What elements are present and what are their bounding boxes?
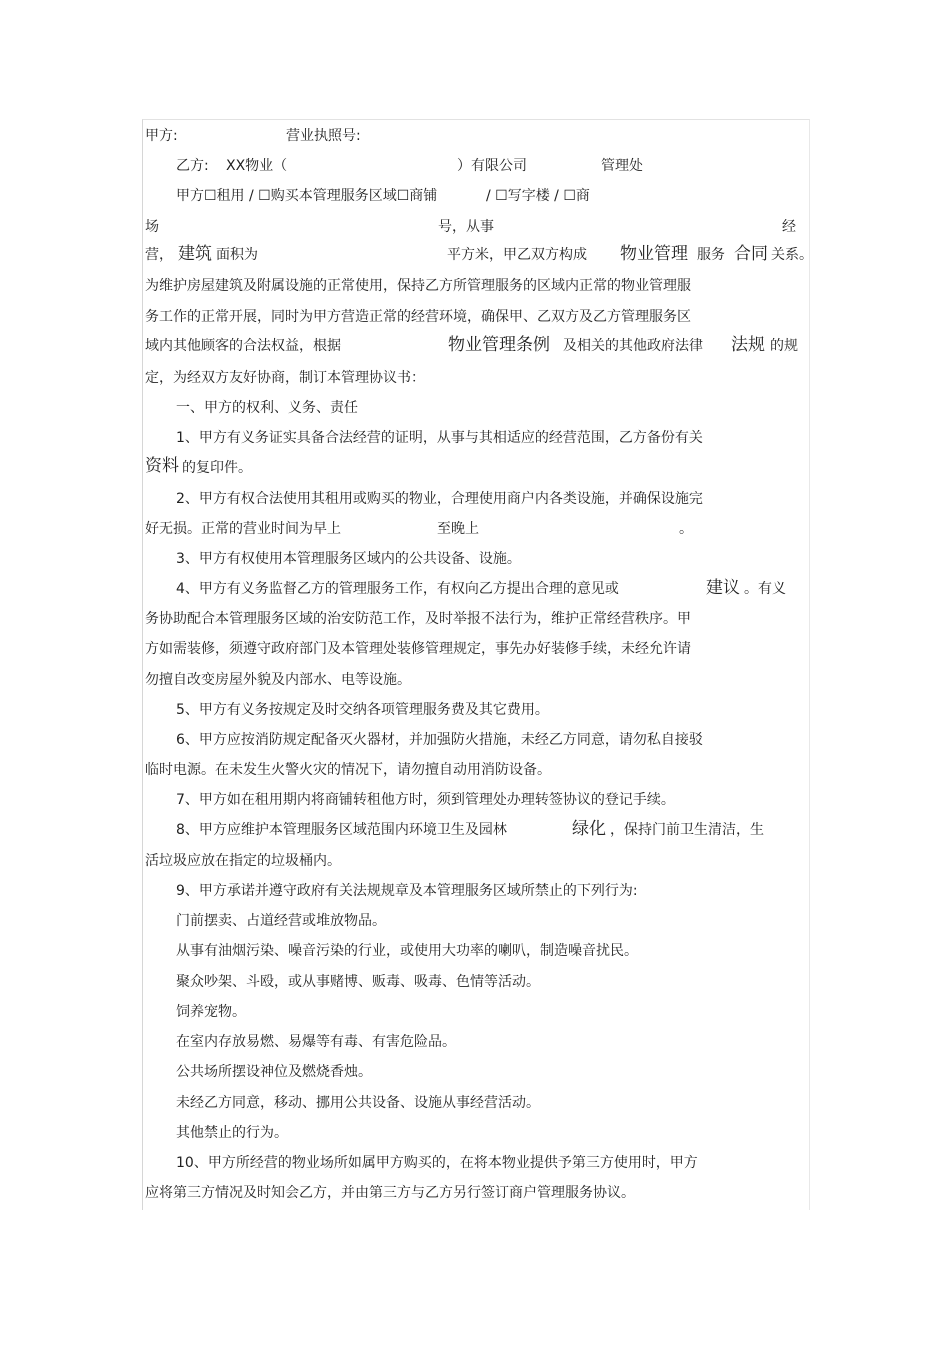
ban-item-1: 门前摆卖、占道经营或堆放物品。: [176, 913, 386, 929]
term-greening: 绿化: [572, 819, 606, 839]
license-label: 营业执照号:: [286, 128, 361, 144]
ban-item-5: 在室内存放易燃、易爆等有毒、有害危险品。: [176, 1034, 456, 1050]
party-b-office: 管理处: [601, 158, 643, 174]
item-4-line-4: 勿擅自改变房屋外貌及内部水、电等设施。: [145, 672, 411, 688]
item-2-line-2c: 。: [679, 521, 693, 537]
item-10-line-1: 10、甲方所经营的物业场所如属甲方购买的，在将本物业提供予第三方使用时，甲方: [176, 1155, 698, 1171]
item-4-line-1a: 4、甲方有义务监督乙方的管理服务工作，有权向乙方提出合理的意见或: [176, 581, 619, 597]
intro-line-3c: 面积为: [216, 247, 258, 263]
ban-item-2: 从事有油烟污染、噪音污染的行业，或使用大功率的喇叭，制造噪音扰民。: [176, 943, 638, 959]
item-8-line-1a: 8、甲方应维护本管理服务区域范围内环境卫生及园林: [176, 822, 507, 838]
item-4-line-2: 务协助配合本管理服务区域的治安防范工作，及时举报不法行为，维护正常经营秩序。甲: [145, 611, 691, 627]
ban-item-6: 公共场所摆设神位及燃烧香烛。: [176, 1064, 372, 1080]
intro-line-1b: / ☐写字楼 / ☐商: [486, 188, 590, 204]
intro-line-2b: 号，从事: [438, 219, 494, 235]
item-4-line-3: 方如需装修，须遵守政府部门及本管理处装修管理规定，事先办好装修手续，未经允许请: [145, 641, 691, 657]
item-5: 5、甲方有义务按规定及时交纳各项管理服务费及其它费用。: [176, 702, 549, 718]
item-7: 7、甲方如在租用期内将商铺转租他方时，须到管理处办理转签协议的登记手续。: [176, 792, 675, 808]
party-b-label: 乙方:: [176, 158, 209, 174]
item-2-line-2b: 至晚上: [437, 521, 479, 537]
ban-item-7: 未经乙方同意，移动、挪用公共设备、设施从事经营活动。: [176, 1095, 540, 1111]
purpose-line-2: 务工作的正常开展，同时为甲方营造正常的经营环境，确保甲、乙双方及乙方管理服务区: [145, 309, 691, 325]
item-2-line-1: 2、甲方有权合法使用其租用或购买的物业，合理使用商户内各类设施，并确保设施完: [176, 491, 703, 507]
term-materials: 资料: [145, 456, 179, 476]
party-a-label: 甲方:: [145, 128, 178, 144]
item-6-line-1: 6、甲方应按消防规定配备灭火器材，并加强防火措施，未经乙方同意，请勿私自接驳: [176, 732, 703, 748]
item-6-line-2: 临时电源。在未发生火警火灾的情况下，请勿擅自动用消防设备。: [145, 762, 551, 778]
item-2-line-2a: 好无损。正常的营业时间为早上: [145, 521, 341, 537]
purpose-line-1: 为维护房屋建筑及附属设施的正常使用，保持乙方所管理服务的区域内正常的物业管理服: [145, 278, 691, 294]
intro-term-building: 建筑: [178, 244, 212, 264]
item-1-line-1: 1、甲方有义务证实具备合法经营的证明，从事与其相适应的经营范围，乙方备份有关: [176, 430, 703, 446]
item-1-line-2: 的复印件。: [182, 460, 252, 476]
intro-line-3h: 关系。: [771, 247, 813, 263]
purpose-line-4: 定，为经双方友好协商，制订本管理协议书：: [145, 370, 425, 386]
intro-line-3d: 平方米，甲乙双方构成: [447, 247, 587, 263]
item-4-line-1c: 。有义: [744, 581, 786, 597]
intro-line-3a: 营，: [145, 247, 173, 263]
item-8-line-1c: ，保持门前卫生清洁，生: [610, 822, 764, 838]
term-property-regulations: 物业管理条例: [448, 335, 550, 355]
term-regulations: 法规: [731, 335, 765, 355]
intro-term-property-mgmt: 物业管理: [620, 244, 688, 264]
purpose-line-3a: 域内其他顾客的合法权益，根据: [145, 338, 341, 354]
section-heading-1: 一、甲方的权利、义务、责任: [176, 400, 358, 416]
party-b-prefix: XX物业（: [226, 158, 288, 174]
ban-item-4: 饲养宠物。: [176, 1004, 246, 1020]
intro-line-1: 甲方☐租用 / ☐购买本管理服务区域☐商铺: [176, 188, 438, 204]
item-9: 9、甲方承诺并遵守政府有关法规规章及本管理服务区域所禁止的下列行为:: [176, 883, 638, 899]
item-8-line-2: 活垃圾应放在指定的垃圾桶内。: [145, 853, 341, 869]
intro-line-2a: 场: [145, 219, 159, 235]
intro-term-contract: 合同: [734, 244, 768, 264]
purpose-line-3c: 及相关的其他政府法律: [563, 338, 703, 354]
party-b-company: ）有限公司: [457, 158, 527, 174]
intro-line-3f: 服务: [697, 247, 725, 263]
intro-line-2c: 经: [782, 219, 796, 235]
term-suggestion: 建议: [706, 578, 740, 598]
purpose-line-3e: 的规: [770, 338, 798, 354]
ban-item-3: 聚众吵架、斗殴，或从事赌博、贩毒、吸毒、色情等活动。: [176, 974, 540, 990]
ban-item-8: 其他禁止的行为。: [176, 1125, 288, 1141]
item-3: 3、甲方有权使用本管理服务区域内的公共设备、设施。: [176, 551, 521, 567]
item-10-line-2: 应将第三方情况及时知会乙方，并由第三方与乙方另行签订商户管理服务协议。: [145, 1185, 635, 1201]
